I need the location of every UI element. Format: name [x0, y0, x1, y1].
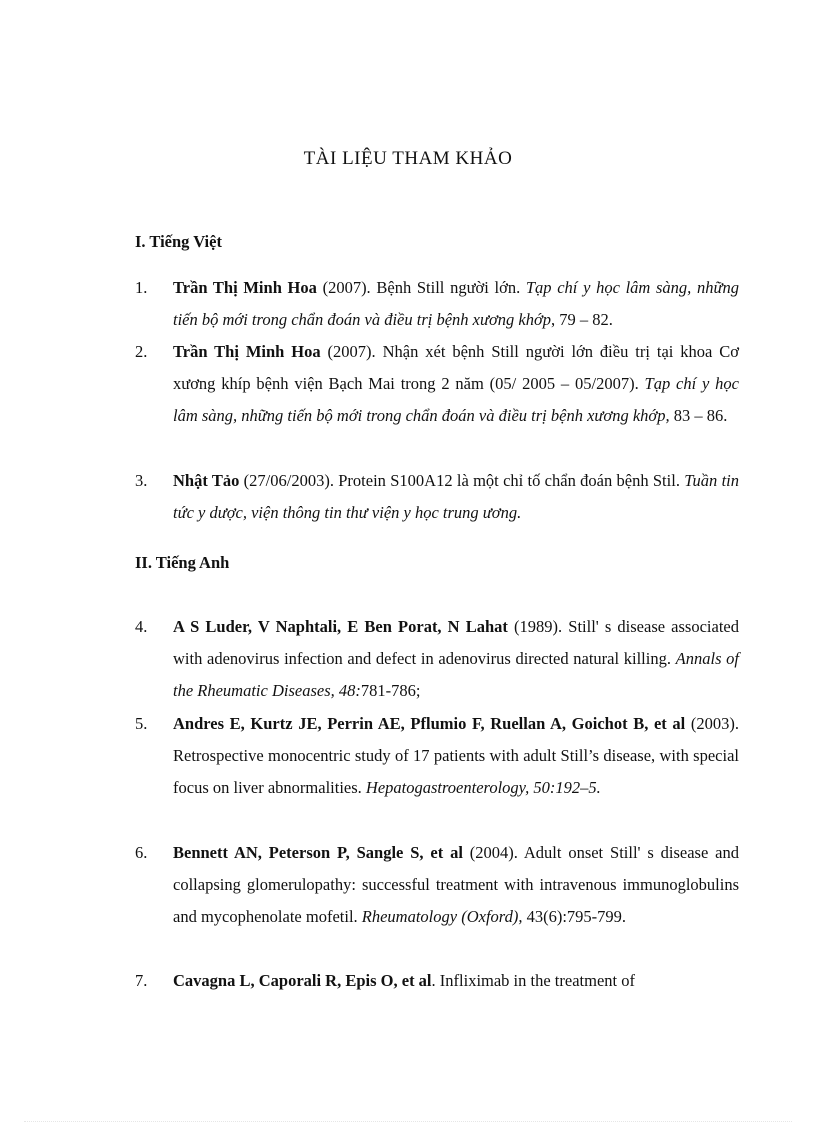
reference-authors: Nhật Tảo — [173, 471, 240, 490]
reference-pages: 43(6):795-799. — [522, 907, 627, 926]
reference-authors: Bennett AN, Peterson P, Sangle S, et al — [173, 843, 463, 862]
reference-number: 5. — [135, 714, 148, 733]
reference-text: (2007). Bệnh Still người lớn. — [316, 278, 526, 297]
reference-authors: Andres E, Kurtz JE, Perrin AE, Pflumio F, Ruellan A, Goichot B, et al — [173, 714, 686, 733]
reference-text: . Infliximab in the treatment of — [431, 971, 635, 990]
reference-journal: Tạp chí y học lâm sàng, những tiến bộ mới trong chẩn đoán và điều trị bệnh xương khớp, — [173, 374, 740, 425]
reference-item-4 — [135, 611, 739, 707]
reference-item-7 — [135, 965, 739, 997]
reference-journal: Annals of the Rheumatic Diseases, 48: — [173, 649, 740, 700]
reference-authors: A S Luder, V Naphtali, E Ben Porat, N Lahat — [173, 617, 508, 636]
reference-authors: Trần Thị Minh Hoa — [173, 342, 321, 361]
section-heading-vietnamese: I. Tiếng Việt — [135, 232, 222, 251]
reference-text: (27/06/2003). Protein S100A12 là một chỉ tố chẩn đoán bệnh Stil. — [239, 471, 685, 490]
reference-journal: Tạp chí y học lâm sàng, những tiến bộ mới trong chẩn đoán và điều trị bệnh xương khớp — [173, 278, 739, 329]
reference-text: (1989). Still' s disease associated with adenovirus infection and defect in adenovirus directed natural killing. — [173, 617, 739, 668]
page-title: TÀI LIỆU THAM KHẢO — [303, 148, 513, 169]
section-heading-english: II. Tiếng Anh — [135, 553, 230, 572]
reference-text: (2004). Adult onset Still' s disease and collapsing glomerulopathy: successful treatment with intravenous immunoglobulins and mycophenolate mofetil. — [173, 843, 739, 926]
reference-item-1 — [135, 272, 739, 336]
reference-journal: Hepatogastroenterology, 50:192–5. — [365, 778, 601, 797]
reference-authors: Cavagna L, Caporali R, Epis O, et al — [173, 971, 432, 990]
reference-item-2 — [135, 336, 739, 432]
reference-number: 3. — [135, 471, 148, 490]
reference-number: 6. — [135, 843, 148, 862]
reference-pages: 83 – 86. — [669, 406, 728, 425]
reference-authors: Trần Thị Minh Hoa — [173, 278, 317, 297]
reference-item-3 — [135, 465, 739, 529]
reference-text: (2007). Nhận xét bệnh Still người lớn điều trị tại khoa Cơ xương khíp bệnh viện Bạch Mai trong 2 năm (05/ 2005 – 05/2007). — [173, 342, 740, 393]
reference-journal: Rheumatology (Oxford), — [361, 907, 523, 926]
reference-item-6 — [135, 837, 739, 933]
reference-pages: , 79 – 82. — [551, 310, 613, 329]
reference-number: 4. — [135, 617, 148, 636]
reference-number: 7. — [135, 971, 148, 990]
reference-number: 1. — [135, 278, 148, 297]
reference-item-5 — [135, 708, 739, 804]
reference-journal: Tuần tin tức y dược, viện thông tin thư viện y học trung ương. — [173, 471, 739, 522]
reference-text: (2003). Retrospective monocentric study of 17 patients with adult Still’s disease, with special focus on liver abnormalities. — [173, 714, 739, 797]
reference-pages: 781-786; — [360, 681, 421, 700]
reference-number: 2. — [135, 342, 148, 361]
page-bottom-divider — [24, 1121, 792, 1122]
